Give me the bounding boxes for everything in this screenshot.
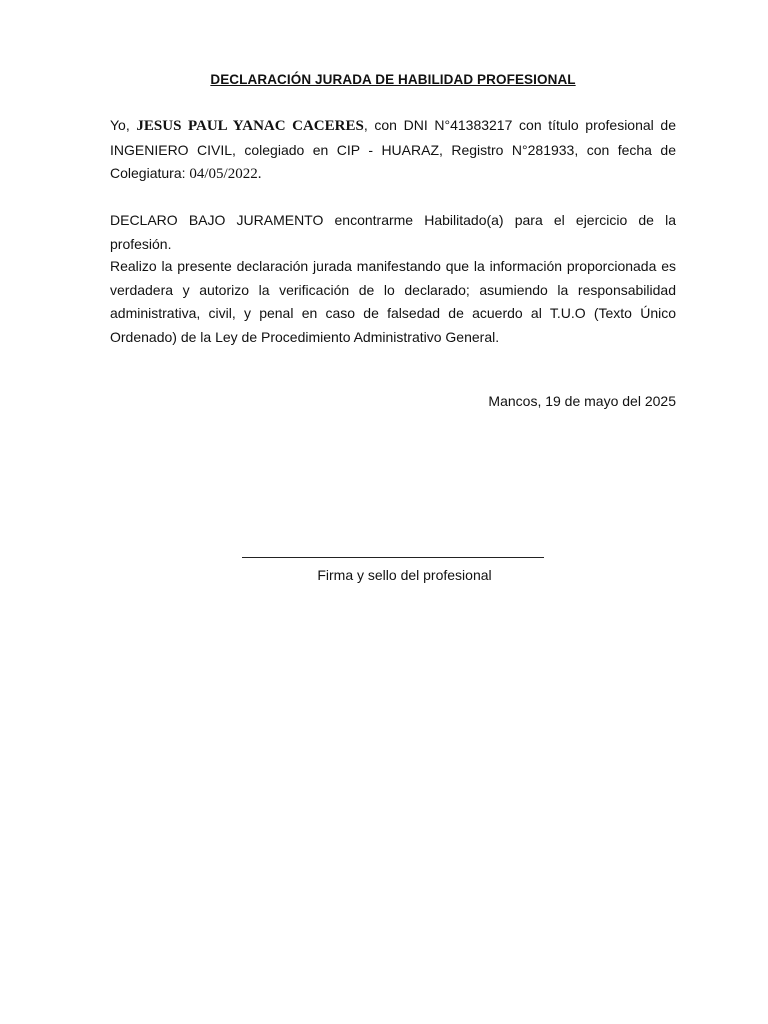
responsibility-paragraph: Realizo la presente declaración jurada manifestando que la información proporcionada es verdadera y autorizo la verificación de lo declarado; asumiendo la responsabilidad administrativa, civil, y penal en caso de falsedad de acuerdo al T.U.O (Texto Único Ordenado) de la Ley de Procedimiento Administrativo General. xyxy=(110,258,676,345)
signature-line xyxy=(242,557,544,558)
place-and-date: Mancos, 19 de mayo del 2025 xyxy=(488,393,676,409)
oath-paragraph: DECLARO BAJO JURAMENTO encontrarme Habilitado(a) para el ejercicio de la profesión. xyxy=(110,212,676,252)
registration-date: 04/05/2022 xyxy=(189,166,258,182)
declarant-details: , con DNI N°41383217 con título profesional de INGENIERO CIVIL, colegiado en CIP - HUARAZ, Registro N°281933, con fecha de Colegiatura: xyxy=(110,117,677,181)
document-title: DECLARACIÓN JURADA DE HABILIDAD PROFESIONAL xyxy=(210,72,576,87)
sentence-end: . xyxy=(257,166,262,182)
declarant-paragraph xyxy=(110,114,676,187)
intro-text: Yo, xyxy=(110,117,137,133)
signature-label: Firma y sello del profesional xyxy=(317,567,492,583)
declarant-name: JESUS PAUL YANAC CACERES xyxy=(136,118,364,134)
